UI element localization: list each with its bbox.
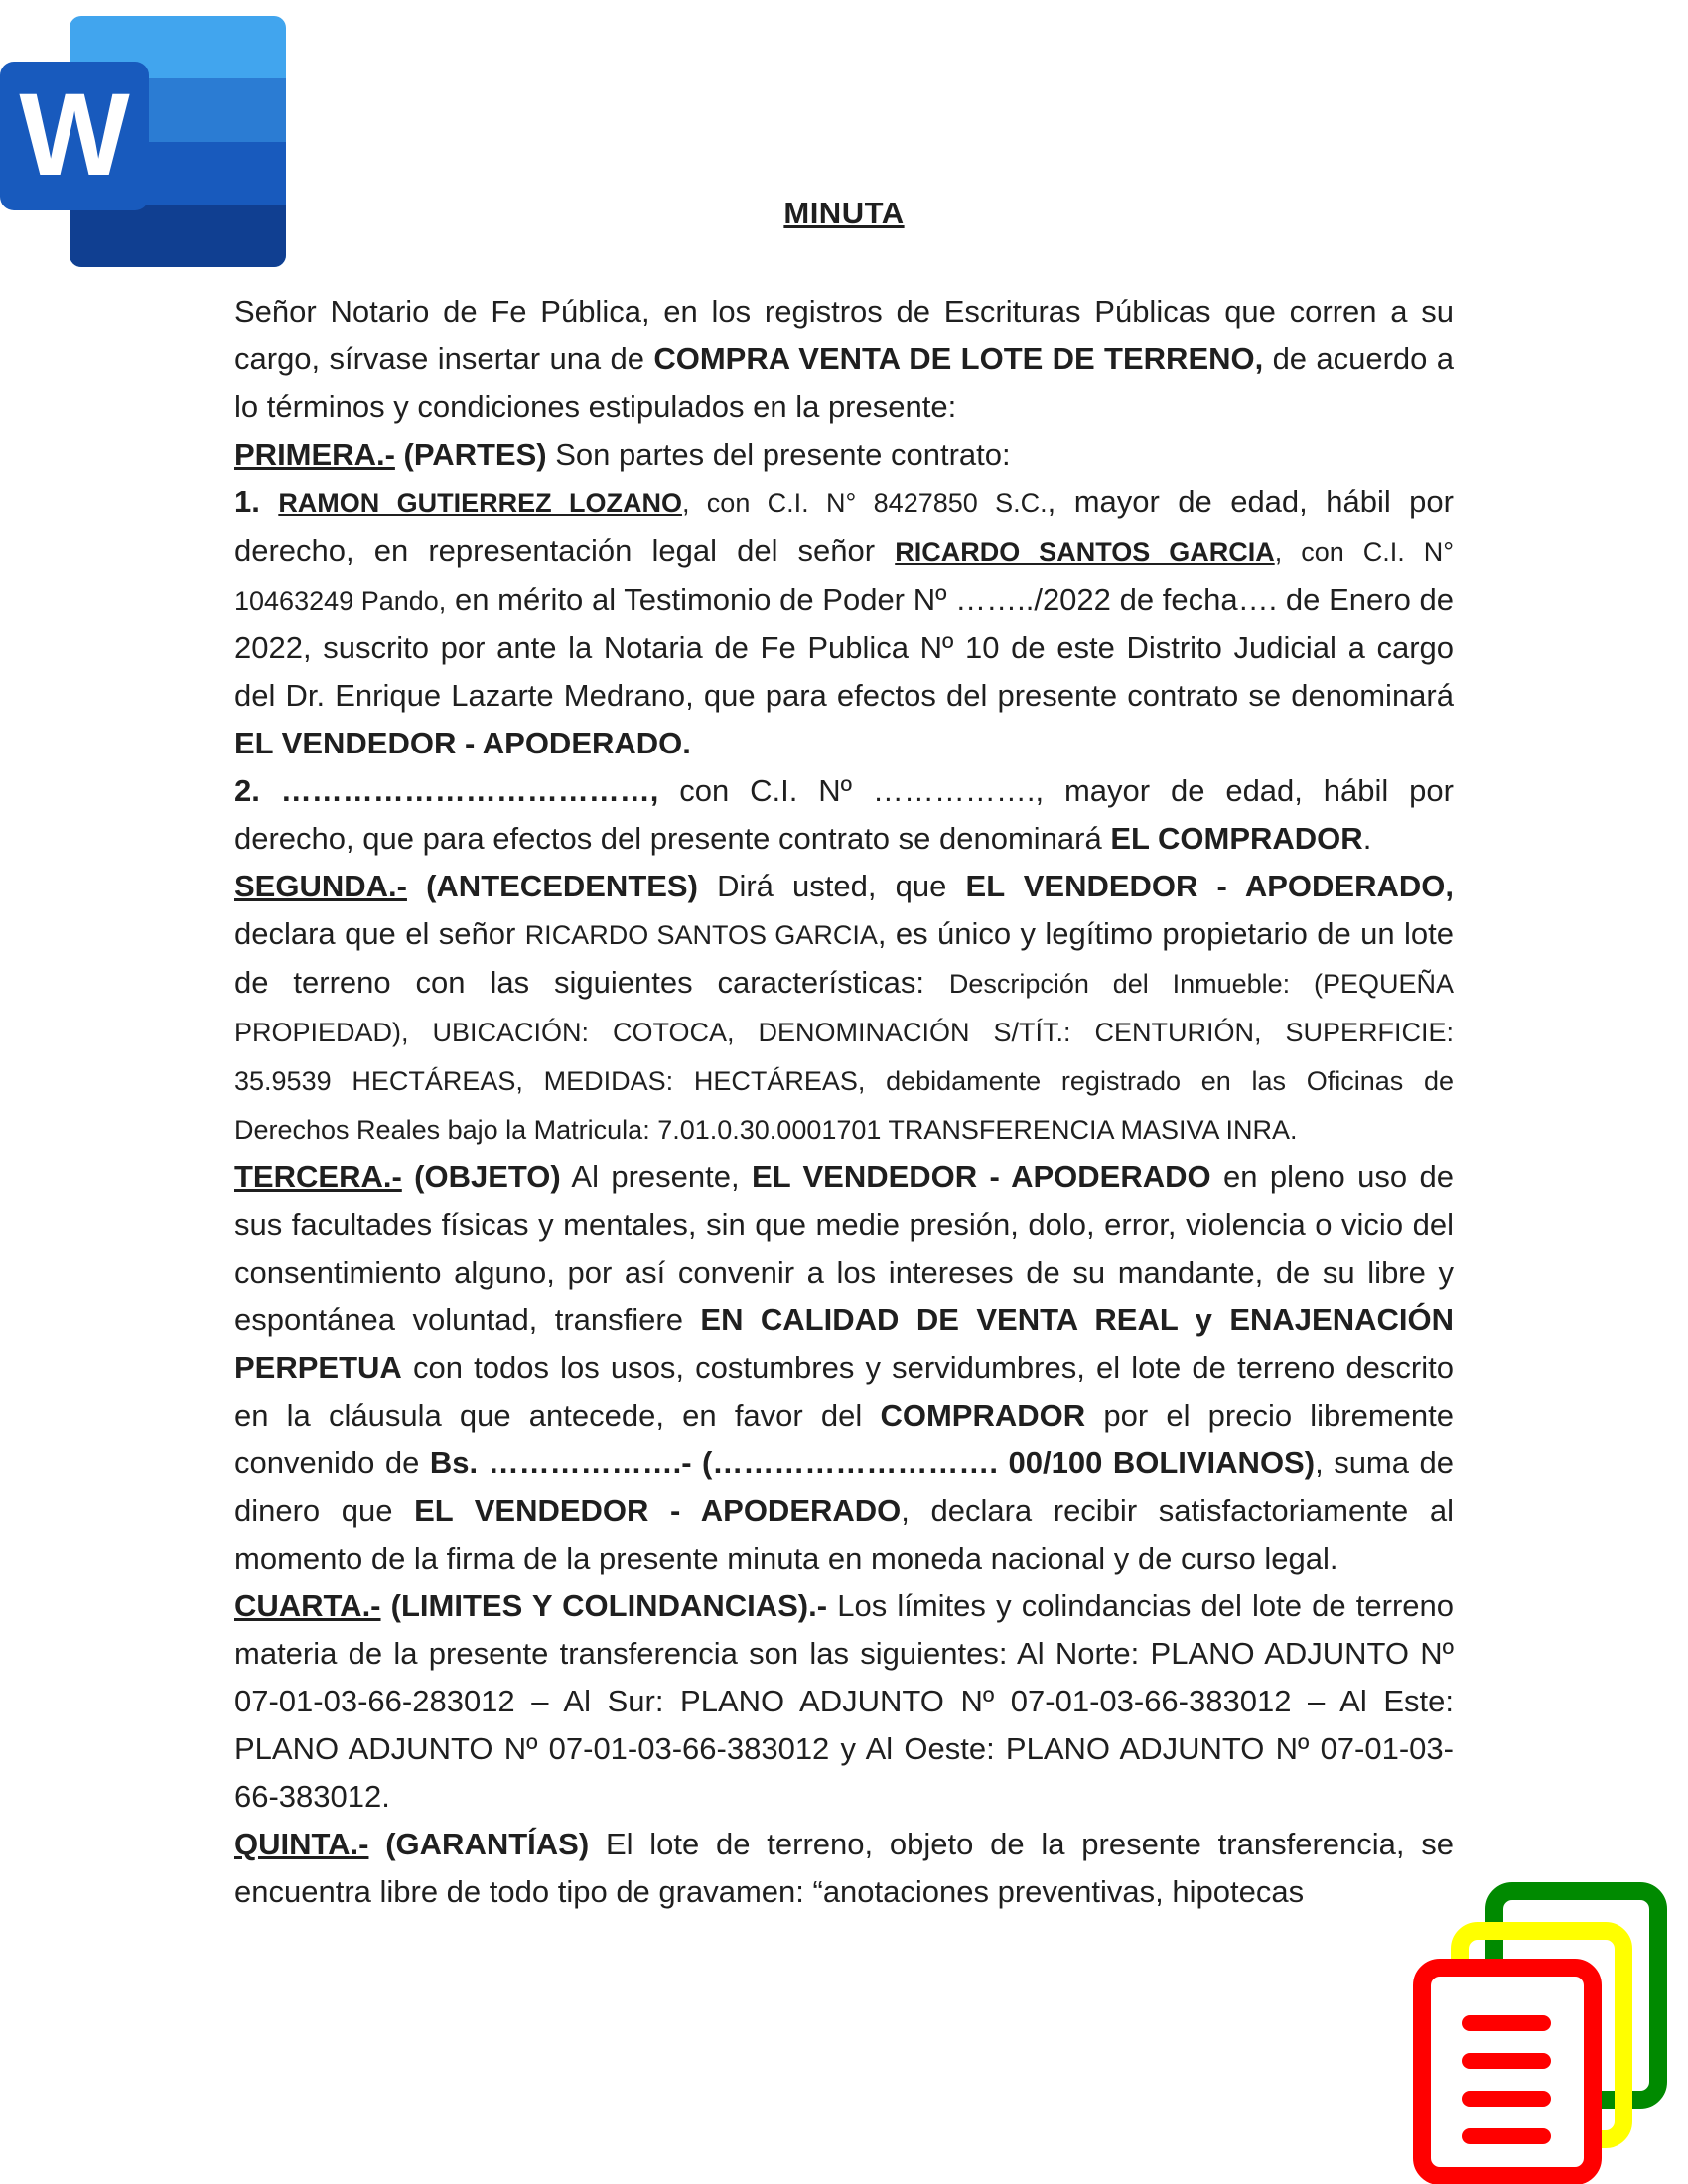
doc-line-4 <box>1462 2128 1551 2144</box>
text-run: , con C.I. N° 8427850 S.C. <box>681 488 1048 518</box>
text-run: 1. <box>234 484 260 519</box>
text-run: , suma de dinero que <box>234 1445 1454 1528</box>
text-run: EN CALIDAD DE VENTA REAL y ENAJENACIÓN PERPETUA <box>234 1302 1454 1385</box>
text-run: (LIMITES Y COLINDANCIAS).- <box>380 1588 828 1623</box>
text-run: EL VENDEDOR - APODERADO <box>752 1160 1211 1194</box>
text-run: , con C.I. N° 10463249 Pando, <box>234 537 1454 615</box>
text-run: EL COMPRADOR <box>1110 821 1363 856</box>
clause-primera <box>234 431 1454 478</box>
text-run: El lote de terreno, objeto de la presente transferencia, se encuentra libre de todo tipo de gravamen: “anotaciones preventivas, hipotecas <box>234 1827 1454 1909</box>
text-run: , es único y legítimo propietario de un lote de terreno con las siguientes características: <box>234 916 1454 1000</box>
doc-line-1 <box>1462 2015 1551 2031</box>
clause-tercera <box>234 1154 1454 1582</box>
text-run: Al presente, <box>560 1160 753 1194</box>
text-run: con C.I. Nº ……………., mayor de edad, hábil por derecho, que para efectos del presente contrato se denominará <box>234 773 1454 856</box>
clause-quinta <box>234 1821 1454 1916</box>
text-run: RICARDO SANTOS GARCIA <box>524 920 878 950</box>
text-run: (OBJETO) <box>401 1160 561 1194</box>
text-run: Son partes del presente contrato: <box>546 437 1011 472</box>
clause-cuarta <box>234 1582 1454 1821</box>
text-run: EL VENDEDOR - APODERADO <box>414 1493 902 1528</box>
text-run: en pleno uso de sus facultades físicas y mentales, sin que medie presión, dolo, error, violencia o vicio del consentimiento alguno, por así convenir a los intereses de su mandante, de su libre y espontánea voluntad, transfiere <box>234 1160 1454 1337</box>
document-body <box>234 288 1454 1916</box>
text-run: EL VENDEDOR - APODERADO. <box>234 726 691 760</box>
text-run: Descripción del Inmueble: (PEQUEÑA PROPIEDAD), UBICACIÓN: COTOCA, DENOMINACIÓN S/TÍT.: CENTURIÓN, SUPERFICIE: 35.9539 HECTÁREAS, MEDIDAS: HECTÁREAS, debidamente registrado en las Oficinas de Derechos Reales bajo la Matricula: 7.01.0.30.0001701 TRANSFERENCIA MASIVA INRA. <box>234 969 1455 1145</box>
text-run: RAMON GUTIERREZ LOZANO <box>278 488 682 518</box>
text-run: (GARANTÍAS) <box>368 1827 590 1861</box>
text-run: por el precio libremente convenido de <box>234 1398 1454 1480</box>
document-title: MINUTA <box>783 196 905 230</box>
text-run: COMPRA VENTA DE LOTE DE TERRENO, <box>653 341 1264 376</box>
clause-heading: SEGUNDA.- <box>234 869 407 903</box>
clause-heading: CUARTA.- <box>234 1588 381 1623</box>
text-run: declara que el señor <box>234 916 525 951</box>
text-run: Dirá usted, que <box>697 869 966 903</box>
text-run: con todos los usos, costumbres y servidumbres, el lote de terreno descrito en la cláusula que antecede, en favor del <box>234 1350 1454 1433</box>
text-run: RICARDO SANTOS GARCIA <box>895 537 1275 567</box>
text-run: 2. ………………………………, <box>234 773 659 808</box>
party-2 <box>234 767 1454 863</box>
text-run: , mayor de edad, hábil por derecho, en representación legal del señor <box>234 484 1454 568</box>
doc-layer-red <box>1422 1968 1593 2176</box>
text-run: (PARTES) <box>394 437 547 472</box>
document-stack-icon <box>1410 1876 1678 2184</box>
doc-line-2 <box>1462 2053 1551 2069</box>
party-1 <box>234 478 1454 767</box>
text-run: Señor Notario de Fe Pública, en los registros de Escrituras Públicas que corren a su cargo, sírvase insertar una de <box>234 294 1454 376</box>
word-logo-letter: W <box>19 69 130 201</box>
clause-segunda <box>234 863 1454 1154</box>
text-run: , declara recibir satisfactoriamente al momento de la firma de la presente minuta en moneda nacional y de curso legal. <box>234 1493 1455 1575</box>
text-run: EL VENDEDOR - APODERADO, <box>965 869 1454 903</box>
doc-line-3 <box>1462 2091 1551 2107</box>
text-run: (ANTECEDENTES) <box>406 869 698 903</box>
clause-heading: QUINTA.- <box>234 1827 369 1861</box>
text-run: Bs. ……………….- (………………………. 00/100 BOLIVIANOS) <box>429 1445 1316 1480</box>
text-run: COMPRADOR <box>880 1398 1086 1433</box>
clause-heading: PRIMERA.- <box>234 437 395 472</box>
text-run: Los límites y colindancias del lote de terreno materia de la presente transferencia son las siguientes: Al Norte: PLANO ADJUNTO Nº 07-01-03-66-283012 – Al Sur: PLANO ADJUNTO Nº 07-01-03-66-383012 – Al Este: PLANO ADJUNTO Nº 07-01-03-66-383012 y Al Oeste: PLANO ADJUNTO Nº 07-01-03-66-383012. <box>234 1588 1454 1814</box>
text-run: . <box>1362 821 1372 856</box>
text-run: en mérito al Testimonio de Poder Nº ……../2022 de fecha…. de Enero de 2022, suscrito por ante la Notaria de Fe Publica Nº 10 de este Distrito Judicial a cargo del Dr. Enrique Lazarte Medrano, que para efectos del presente contrato se denominará <box>234 582 1454 713</box>
text-run: de acuerdo a lo términos y condiciones estipulados en la presente: <box>234 341 1454 424</box>
clause-heading: TERCERA.- <box>234 1160 402 1194</box>
intro-paragraph <box>234 288 1454 431</box>
